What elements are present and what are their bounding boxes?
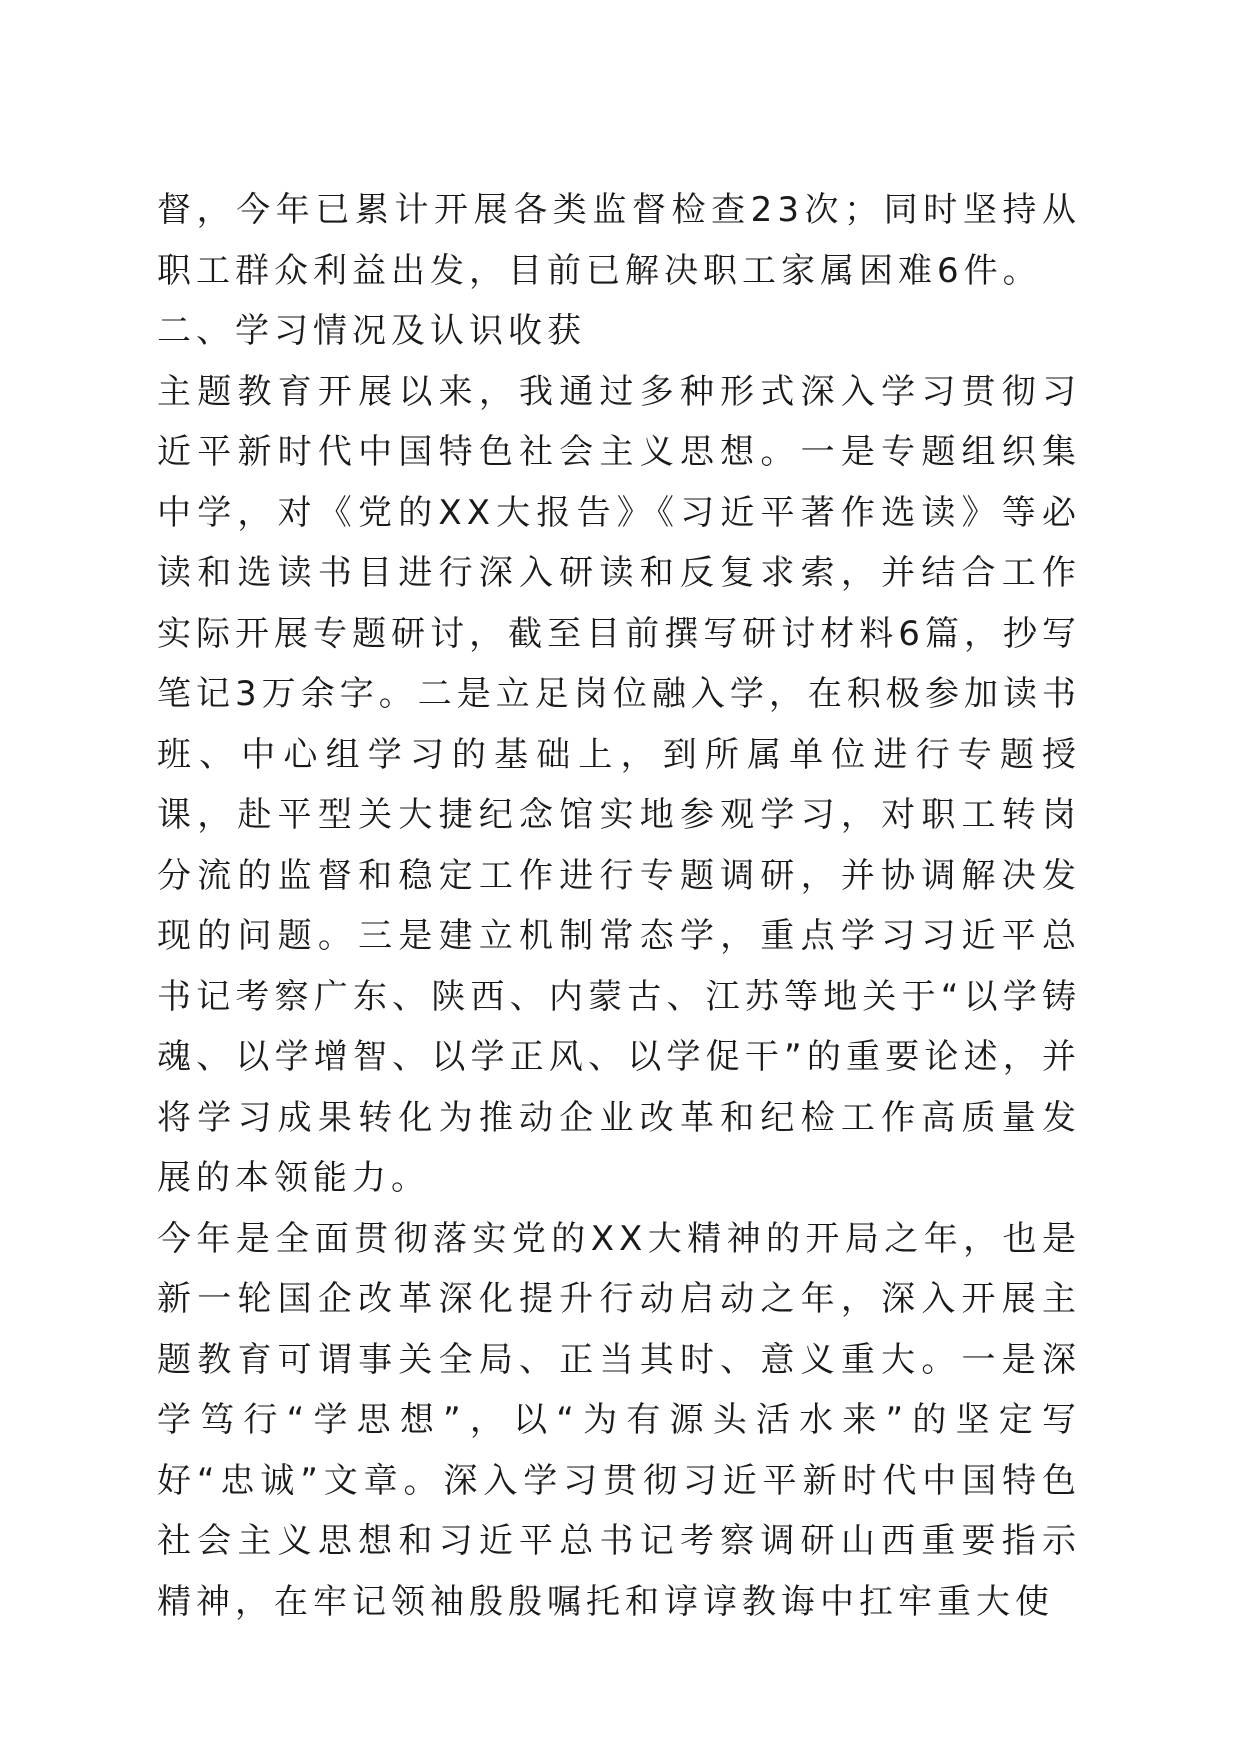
document-body [157, 180, 1081, 1632]
paragraph-continuation: 督，今年已累计开展各类监督检查23次；同时坚持从职工群众利益出发，目前已解决职工家属困难6件。 [157, 190, 1081, 291]
paragraph-significance: 今年是全面贯彻落实党的XX大精神的开局之年，也是新一轮国企改革深化提升行动启动之年，深入开展主题教育可谓事关全局、正当其时、意义重大。一是深学笃行“学思想”，以“为有源头活水来”的坚定写好“忠诚”文章。深入学习贯彻习近平新时代中国特色社会主义思想和习近平总书记考察调研山西重要指示精神，在牢记领袖殷殷嘱托和谆谆教诲中扛牢重大使 [157, 1218, 1081, 1622]
paragraph-study-situation: 主题教育开展以来，我通过多种形式深入学习贯彻习近平新时代中国特色社会主义思想。一是专题组织集中学，对《党的XX大报告》《习近平著作选读》等必读和选读书目进行深入研读和反复求索，并结合工作实际开展专题研讨，截至目前撰写研讨材料6篇，抄写笔记3万余字。二是立足岗位融入学，在积极参加读书班、中心组学习的基础上，到所属单位进行专题授课，赴平型关大捷纪念馆实地参观学习，对职工转岗分流的监督和稳定工作进行专题调研，并协调解决发现的问题。三是建立机制常态学，重点学习习近平总书记考察广东、陕西、内蒙古、江苏等地关于“以学铸魂、以学增智、以学正风、以学促干”的重要论述，并将学习成果转化为推动企业改革和纪检工作高质量发展的本领能力。 [157, 371, 1081, 1198]
section-heading: 二、学习情况及认识收获 [157, 311, 586, 351]
